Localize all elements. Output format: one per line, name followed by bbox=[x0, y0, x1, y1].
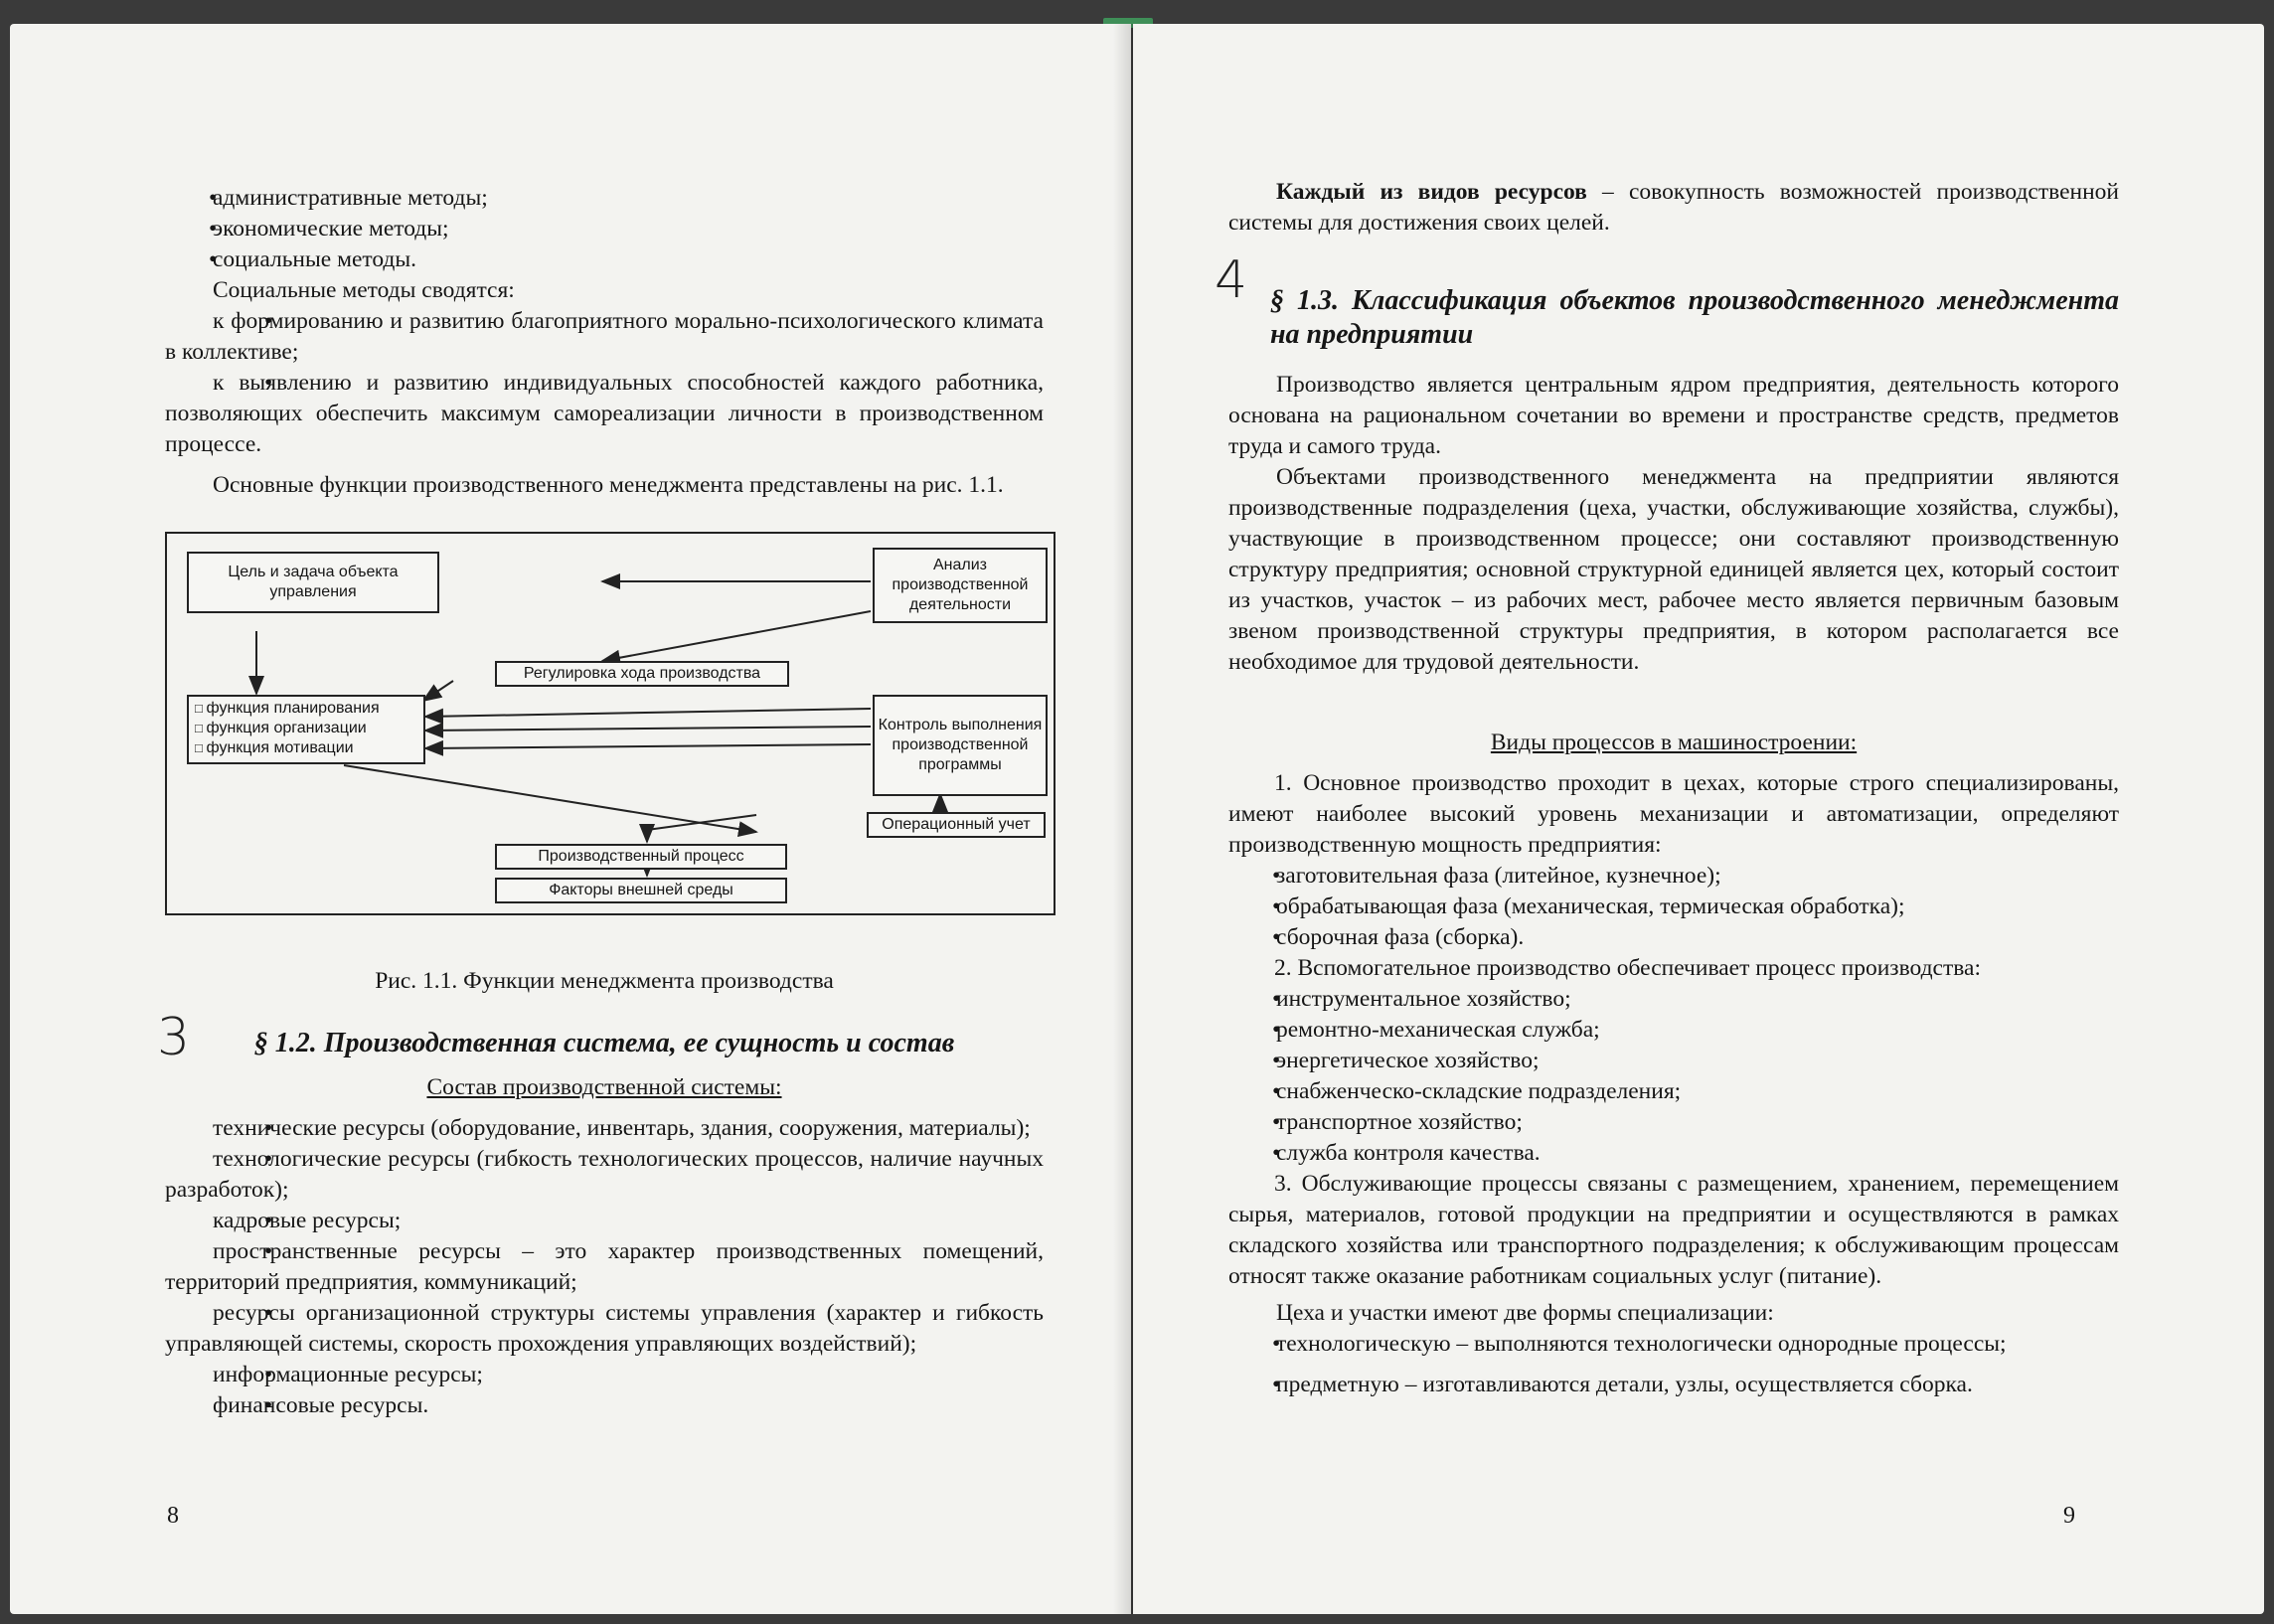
right-page-text bbox=[1228, 177, 2119, 1400]
functions-diagram bbox=[165, 532, 1056, 915]
list-item: • кадровые ресурсы; bbox=[165, 1206, 1044, 1236]
list-item: • информационные ресурсы; bbox=[165, 1360, 1044, 1390]
analysis-box: Анализ производственной деятельности bbox=[873, 548, 1048, 623]
intro-rest: – совокупность возможностей производственной системы для достижения своих целей. bbox=[1228, 179, 2119, 236]
right-page bbox=[1133, 24, 2264, 1614]
function-item: □ функция мотивации bbox=[195, 738, 380, 758]
functions-list bbox=[195, 699, 380, 758]
paragraph: Объектами производственного менеджмента на предприятии являются производственные подразделения (цеха, участки, обслуживающие хозяйства, службы), участвующие в производственном процессе; они составляют производственную структуру предприятия; основной структурной единицей является цех, который состоит из участков, участок – из рабочих мест, рабочее место является первичным базовым звеном производственной структуры предприятия, в котором располагается все необходимое для трудовой деятельности. bbox=[1228, 464, 2119, 675]
paragraph: Социальные методы сводятся: bbox=[213, 277, 515, 303]
external-box: Факторы внешней среды bbox=[495, 878, 787, 903]
arrow bbox=[425, 727, 871, 731]
list-item: • технологическую – выполняются технологически однородные процессы; bbox=[1228, 1329, 2119, 1360]
list-item: • предметную – изготавливаются детали, узлы, осуществляется сборка. bbox=[1228, 1370, 2119, 1400]
arrow bbox=[344, 765, 756, 832]
numbered-item: 1. Основное производство проходит в цехах, которые строго специализированы, имеют наиболее высокий уровень механизации и автоматизации, определяют производственную мощность предприятия: bbox=[1228, 770, 2119, 858]
numbered-item: 3. Обслуживающие процессы связаны с размещением, хранением, перемещением сырья, материалов, готовой продукции на предприятии и осуществляются в рамках складского хозяйства или транспортного подразделения; к обслуживающим процессам относят также оказание работникам социальных услуг (питание). bbox=[1228, 1171, 2119, 1289]
function-item: □ функция планирования bbox=[195, 699, 380, 719]
subheading: Виды процессов в машиностроении: bbox=[1490, 730, 1858, 755]
list-item: • к формированию и развитию благоприятного морально-психологического климата в коллективе; bbox=[165, 306, 1044, 368]
page-number: 9 bbox=[2063, 1503, 2075, 1529]
figure-caption: Рис. 1.1. Функции менеджмента производства bbox=[375, 968, 834, 994]
paragraph: Производство является центральным ядром предприятия, деятельность которого основана на рациональном сочетании во времени и пространстве средств, предметов труда и самого труда. bbox=[1228, 372, 2119, 459]
arrow bbox=[425, 744, 871, 748]
page-number: 8 bbox=[167, 1503, 179, 1529]
intro-bold: Каждый из видов ресурсов bbox=[1276, 179, 1587, 205]
list-item: • пространственные ресурсы – это характер производственных помещений, территорий предприятия, коммуникаций; bbox=[165, 1236, 1044, 1298]
list-item: • экономические методы; bbox=[165, 214, 1044, 244]
list-item: • служба контроля качества. bbox=[1228, 1138, 2119, 1169]
arrow bbox=[602, 611, 871, 661]
section-heading: § 1.2. Производственная система, ее сущность и состав bbox=[253, 1028, 955, 1058]
list-item: • к выявлению и развитию индивидуальных способностей каждого работника, позволяющих обеспечить максимум самореализации личности в производственном процессе. bbox=[165, 368, 1044, 460]
paragraph: Цеха и участки имеют две формы специализации: bbox=[1276, 1300, 1774, 1326]
control-box: Контроль выполнения производственной программы bbox=[873, 695, 1048, 796]
paragraph: Основные функции производственного менеджмента представлены на рис. 1.1. bbox=[213, 472, 1004, 498]
list-item: • снабженческо-складские подразделения; bbox=[1228, 1076, 2119, 1107]
list-item: • энергетическое хозяйство; bbox=[1228, 1046, 2119, 1076]
list-item: • финансовые ресурсы. bbox=[165, 1390, 1044, 1421]
subheading: Состав производственной системы: bbox=[426, 1074, 782, 1100]
list-item: • социальные методы. bbox=[165, 244, 1044, 275]
list-item: • заготовительная фаза (литейное, кузнечное); bbox=[1228, 861, 2119, 892]
list-item: • ремонтно-механическая служба; bbox=[1228, 1015, 2119, 1046]
left-page-text bbox=[165, 183, 1044, 501]
list-item: • сборочная фаза (сборка). bbox=[1228, 922, 2119, 953]
list-item: • транспортное хозяйство; bbox=[1228, 1107, 2119, 1138]
function-item: □ функция организации bbox=[195, 719, 380, 738]
left-page bbox=[10, 24, 1131, 1614]
list-item: • обрабатывающая фаза (механическая, термическая обработка); bbox=[1228, 892, 2119, 922]
left-page-lower-text bbox=[165, 966, 1044, 1421]
list-item: • административные методы; bbox=[165, 183, 1044, 214]
list-item: • инструментальное хозяйство; bbox=[1228, 984, 2119, 1015]
goal-box: Цель и задача объекта управления bbox=[187, 552, 439, 613]
process-box: Производственный процесс bbox=[495, 844, 787, 870]
regulation-box: Регулировка хода производства bbox=[495, 661, 789, 687]
section-heading: § 1.3. Классификация объектов производственного менеджмента на предприятии bbox=[1270, 285, 2119, 350]
handwritten-mark: 3 bbox=[157, 1008, 191, 1067]
paragraph bbox=[1228, 177, 2119, 239]
arrow bbox=[423, 681, 453, 701]
numbered-item: 2. Вспомогательное производство обеспечивает процесс производства: bbox=[1274, 955, 1981, 981]
handwritten-mark: 4 bbox=[1215, 250, 1248, 310]
list-item: • технические ресурсы (оборудование, инвентарь, здания, сооружения, материалы); bbox=[165, 1113, 1044, 1144]
list-item: • ресурсы организационной структуры системы управления (характер и гибкость управляющей системы, скорость прохождения управляющих воздействий); bbox=[165, 1298, 1044, 1360]
opaccount-box: Операционный учет bbox=[867, 812, 1046, 838]
list-item: • технологические ресурсы (гибкость технологических процессов, наличие научных разработок); bbox=[165, 1144, 1044, 1206]
arrow bbox=[425, 709, 871, 717]
